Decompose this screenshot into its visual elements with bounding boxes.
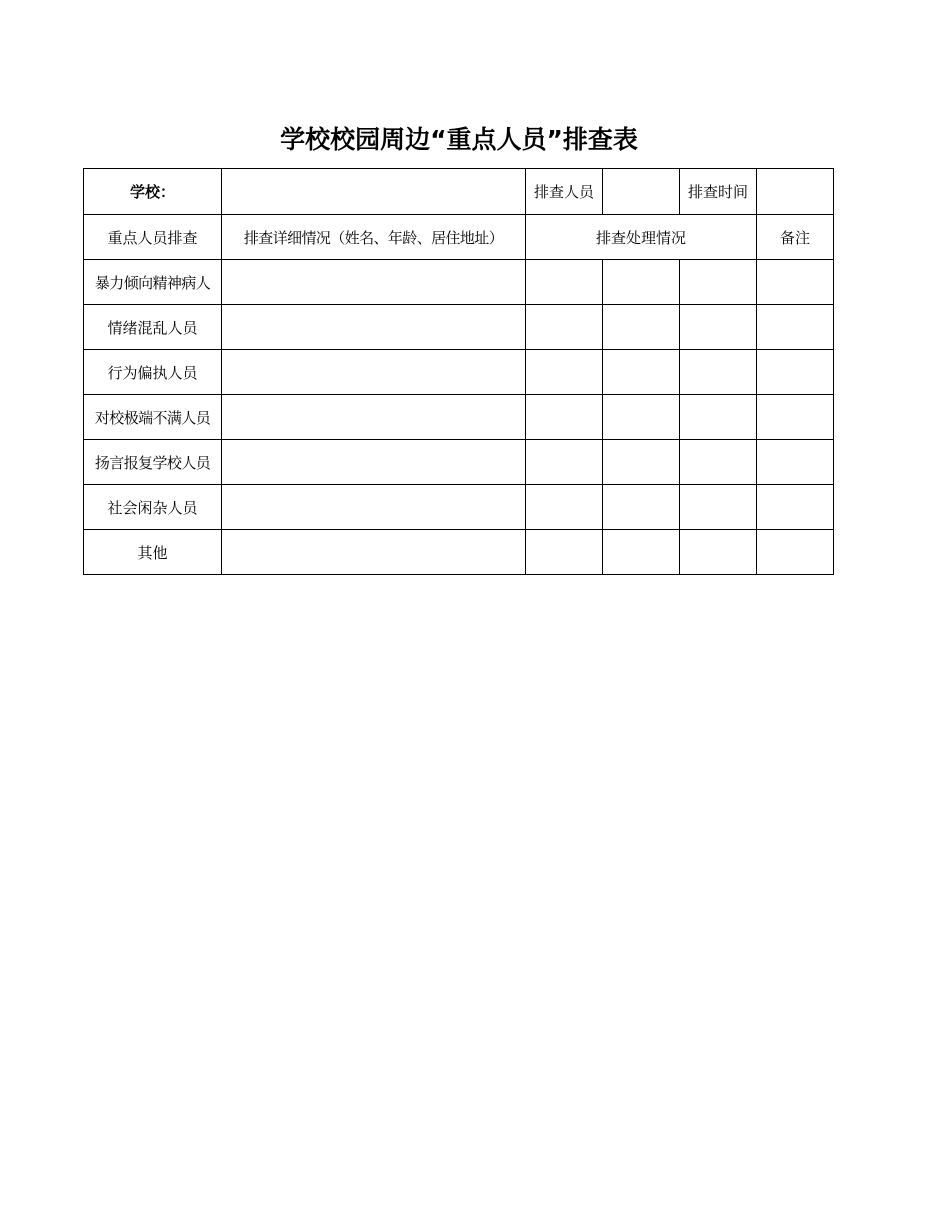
- row-label: 扬言报复学校人员: [84, 440, 222, 485]
- details-cell[interactable]: [222, 395, 526, 440]
- inspector-label: 排查人员: [526, 169, 603, 215]
- remarks-cell[interactable]: [757, 530, 834, 575]
- handling-cell[interactable]: [526, 440, 603, 485]
- survey-table: [83, 168, 834, 575]
- table-row: [84, 350, 834, 395]
- table-row: [84, 440, 834, 485]
- table-row: [84, 305, 834, 350]
- row-label: 其他: [84, 530, 222, 575]
- details-cell[interactable]: [222, 440, 526, 485]
- table-row: [84, 395, 834, 440]
- handling-cell[interactable]: [526, 485, 603, 530]
- school-value-cell[interactable]: [222, 169, 526, 215]
- row-label: 行为偏执人员: [84, 350, 222, 395]
- row-label: 情绪混乱人员: [84, 305, 222, 350]
- handling-cell[interactable]: [526, 530, 603, 575]
- handling-cell[interactable]: [526, 305, 603, 350]
- handling-cell[interactable]: [603, 350, 680, 395]
- table-row: [84, 260, 834, 305]
- row-label: 对校极端不满人员: [84, 395, 222, 440]
- handling-cell[interactable]: [603, 395, 680, 440]
- inspector-value-cell[interactable]: [603, 169, 680, 215]
- remarks-cell[interactable]: [757, 305, 834, 350]
- school-label: 学校：: [84, 169, 222, 215]
- handling-cell[interactable]: [603, 440, 680, 485]
- remarks-cell[interactable]: [757, 440, 834, 485]
- handling-cell[interactable]: [603, 260, 680, 305]
- handling-cell[interactable]: [603, 530, 680, 575]
- details-cell[interactable]: [222, 305, 526, 350]
- handling-cell[interactable]: [680, 530, 757, 575]
- table-row: [84, 485, 834, 530]
- table-row: [84, 530, 834, 575]
- time-label: 排查时间: [680, 169, 757, 215]
- header-details: 排查详细情况（姓名、年龄、居住地址）: [222, 215, 526, 260]
- school-info-row: [84, 169, 834, 215]
- row-label: 暴力倾向精神病人: [84, 260, 222, 305]
- header-remarks: 备注: [757, 215, 834, 260]
- handling-cell[interactable]: [680, 260, 757, 305]
- handling-cell[interactable]: [526, 350, 603, 395]
- handling-cell[interactable]: [603, 305, 680, 350]
- details-cell[interactable]: [222, 260, 526, 305]
- remarks-cell[interactable]: [757, 260, 834, 305]
- remarks-cell[interactable]: [757, 350, 834, 395]
- handling-cell[interactable]: [680, 395, 757, 440]
- page-title: 学校校园周边“重点人员”排查表: [280, 125, 638, 154]
- header-handling: 排查处理情况: [526, 215, 757, 260]
- header-row: [84, 215, 834, 260]
- handling-cell[interactable]: [603, 485, 680, 530]
- remarks-cell[interactable]: [757, 485, 834, 530]
- handling-cell[interactable]: [680, 440, 757, 485]
- handling-cell[interactable]: [526, 260, 603, 305]
- details-cell[interactable]: [222, 530, 526, 575]
- details-cell[interactable]: [222, 485, 526, 530]
- handling-cell[interactable]: [680, 305, 757, 350]
- handling-cell[interactable]: [526, 395, 603, 440]
- details-cell[interactable]: [222, 350, 526, 395]
- row-label: 社会闲杂人员: [84, 485, 222, 530]
- time-value-cell[interactable]: [757, 169, 834, 215]
- handling-cell[interactable]: [680, 485, 757, 530]
- handling-cell[interactable]: [680, 350, 757, 395]
- remarks-cell[interactable]: [757, 395, 834, 440]
- header-category: 重点人员排查: [84, 215, 222, 260]
